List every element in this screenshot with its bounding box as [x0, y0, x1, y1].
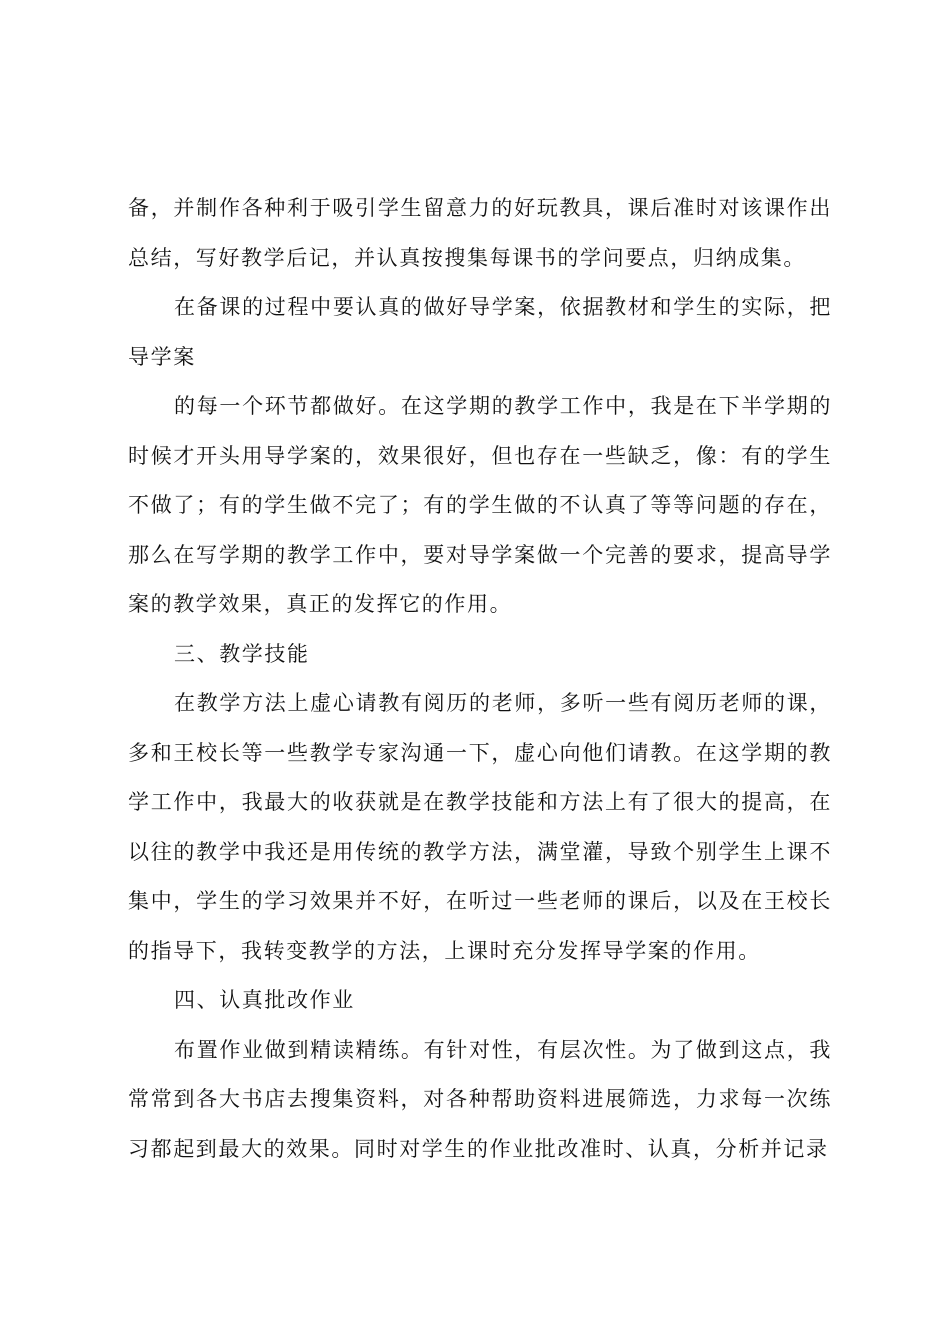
paragraph-lesson-plan-detail: 的每一个环节都做好。在这学期的教学工作中，我是在下半学期的时候才开头用导学案的，效果很好，但也存在一些缺乏，像：有的学生不做了；有的学生做不完了；有的学生做的不认真了等等问题的存在，那么在写学期的教学工作中，要对导学案做一个完善的要求，提高导学案的教学效果，真正的发挥它的作用。 [128, 394, 832, 616]
section-heading-teaching-skills: 三、教学技能 [174, 641, 310, 666]
paragraph-continuation: 备，并制作各种利于吸引学生留意力的好玩教具，课后准时对该课作出总结，写好教学后记，并认真按搜集每课书的学问要点，归纳成集。 [128, 196, 832, 270]
paragraph-homework: 布置作业做到精读精练。有针对性，有层次性。为了做到这点，我常常到各大书店去搜集资料，对各种帮助资料进展筛选，力求每一次练习都起到最大的效果。同时对学生的作业批改准时、认真，分析并记录 [128, 1037, 832, 1161]
paragraph-lesson-plan: 在备课的过程中要认真的做好导学案，依据教材和学生的实际，把导学案 [128, 295, 832, 369]
paragraph-teaching-skills: 在教学方法上虚心请教有阅历的老师，多听一些有阅历老师的课，多和王校长等一些教学专家沟通一下，虚心向他们请教。在这学期的教学工作中，我最大的收获就是在教学技能和方法上有了很大的提高，在以往的教学中我还是用传统的教学方法，满堂灌，导致个别学生上课不集中，学生的学习效果并不好，在听过一些老师的课后，以及在王校长的指导下，我转变教学的方法，上课时充分发挥导学案的作用。 [128, 691, 832, 963]
section-heading-homework: 四、认真批改作业 [174, 988, 355, 1012]
document-page [128, 184, 832, 1174]
